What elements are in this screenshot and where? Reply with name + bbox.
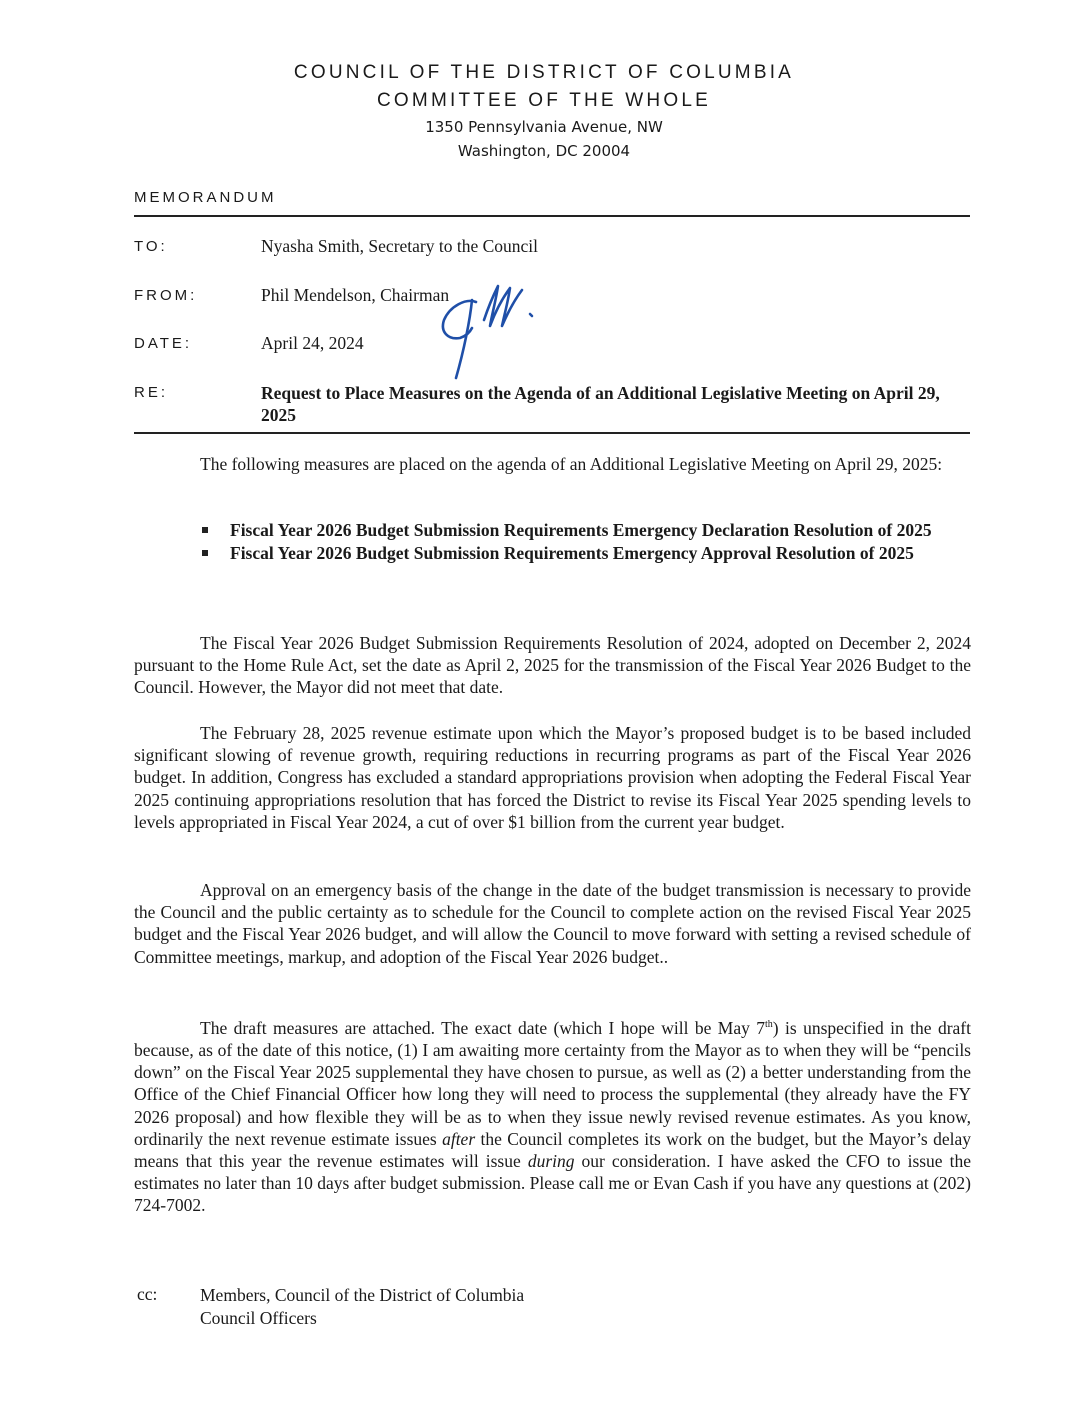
letterhead-committee: COMMITTEE OF THE WHOLE xyxy=(377,90,711,111)
from-label: FROM: xyxy=(134,287,198,304)
re-value: Request to Place Measures on the Agenda of an Additional Legislative Meeting on April 29, 2025 xyxy=(261,383,940,425)
intro-text: The following measures are placed on the agenda of an Additional Legislative Meeting on April 29, 2025: xyxy=(200,454,943,474)
header-divider xyxy=(134,215,970,217)
measure-text: Fiscal Year 2026 Budget Submission Requirements Emergency Declaration Resolution of 2025 xyxy=(230,520,932,540)
cc-label: cc: xyxy=(137,1284,158,1304)
paragraph-emergency-approval: Approval on an emergency basis of the change in the date of the budget transmission is necessary to provide the Council and the public certainty as to schedule for the Council to complete action on the revised Fiscal Year 2025 budget and the Fiscal Year 2026 budget, and will allow the Council to move forward with setting a revised schedule of Committee meetings, markup, and adoption of the Fiscal Year 2026 budget.. xyxy=(134,880,971,967)
fields-divider xyxy=(134,432,970,434)
p4-text-c: the Council completes its work on the budget, but the Mayor’s delay means that this year the revenue estimates will issue xyxy=(134,1128,971,1172)
measure-item xyxy=(200,542,972,565)
letterhead-council: COUNCIL OF THE DISTRICT OF COLUMBIA xyxy=(293,62,795,83)
paragraph-draft-measures xyxy=(134,1014,971,1217)
p4-text-a: The draft measures are attached. The exact date (which I hope will be May 7 xyxy=(200,1017,765,1038)
bullet-marker xyxy=(202,550,208,556)
bullet-marker xyxy=(202,527,208,533)
from-value: Phil Mendelson, Chairman xyxy=(261,285,450,305)
p4-emphasis-after: after xyxy=(442,1128,476,1149)
cc-recipients xyxy=(200,1284,524,1329)
paragraph-budget-requirements: The Fiscal Year 2026 Budget Submission Requirements Resolution of 2024, adopted on December 2, 2024 pursuant to the Home Rule Act, set the date as April 2, 2025 for the transmission of the Fiscal Year 2026 Budget to the Council. However, the Mayor did not meet that date. xyxy=(134,633,971,698)
p4-emphasis-during: during xyxy=(527,1151,575,1172)
measure-item xyxy=(200,519,972,542)
p4-text-d: our consideration. I have asked the CFO to issue the estimates no later than 10 days after budget submission. Please call me or Evan Cash if you have any questions at (202) 724-7002. xyxy=(134,1151,971,1216)
letterhead-city: Washington, DC 20004 xyxy=(457,142,631,160)
measures-list xyxy=(200,519,972,564)
p4-superscript: th xyxy=(765,1019,773,1030)
to-label: TO: xyxy=(134,238,168,255)
cc-recipient: Members, Council of the District of Columbia xyxy=(200,1285,525,1305)
cc-recipient: Council Officers xyxy=(200,1307,317,1328)
re-label: RE: xyxy=(134,384,169,401)
date-label: DATE: xyxy=(134,335,193,352)
paragraph-revenue-estimate: The February 28, 2025 revenue estimate upon which the Mayor’s proposed budget is to be based included significant slowing of revenue growth, requiring reductions in recurring programs as part of the Fiscal Year 2026 budget. In addition, Congress has excluded a standard appropriations provision when adopting the Federal Fiscal Year 2025 continuing appropriations resolution that has forced the District to revise its Fiscal Year 2025 spending levels to levels appropriated in Fiscal Year 2024, a cut of over $1 billion from the current year budget. xyxy=(134,723,971,832)
measure-text: Fiscal Year 2026 Budget Submission Requirements Emergency Approval Resolution of 2025 xyxy=(230,542,914,563)
date-value: April 24, 2024 xyxy=(261,333,364,353)
p4-text-b: ) is unspecified in the draft because, as of the date of this notice, (1) I am awaiting more certainty from the Mayor as to when they will be “pencils down” on the Fiscal Year 2025 supplemental they have chosen to pursue, as well as (2) a better understanding from the Office of the Chief Financial Officer how long they will need to process the supplemental (they already have the FY 2026 proposal) and how flexible they will be as to when they issue newly revised revenue estimates. As you know, ordinarily the next revenue estimate issues xyxy=(134,1017,971,1149)
handwritten-signature xyxy=(436,280,546,380)
letterhead-street: 1350 Pennsylvania Avenue, NW xyxy=(425,118,663,136)
to-value: Nyasha Smith, Secretary to the Council xyxy=(261,236,539,256)
intro-paragraph xyxy=(134,452,971,476)
memorandum-label: MEMORANDUM xyxy=(134,189,277,206)
